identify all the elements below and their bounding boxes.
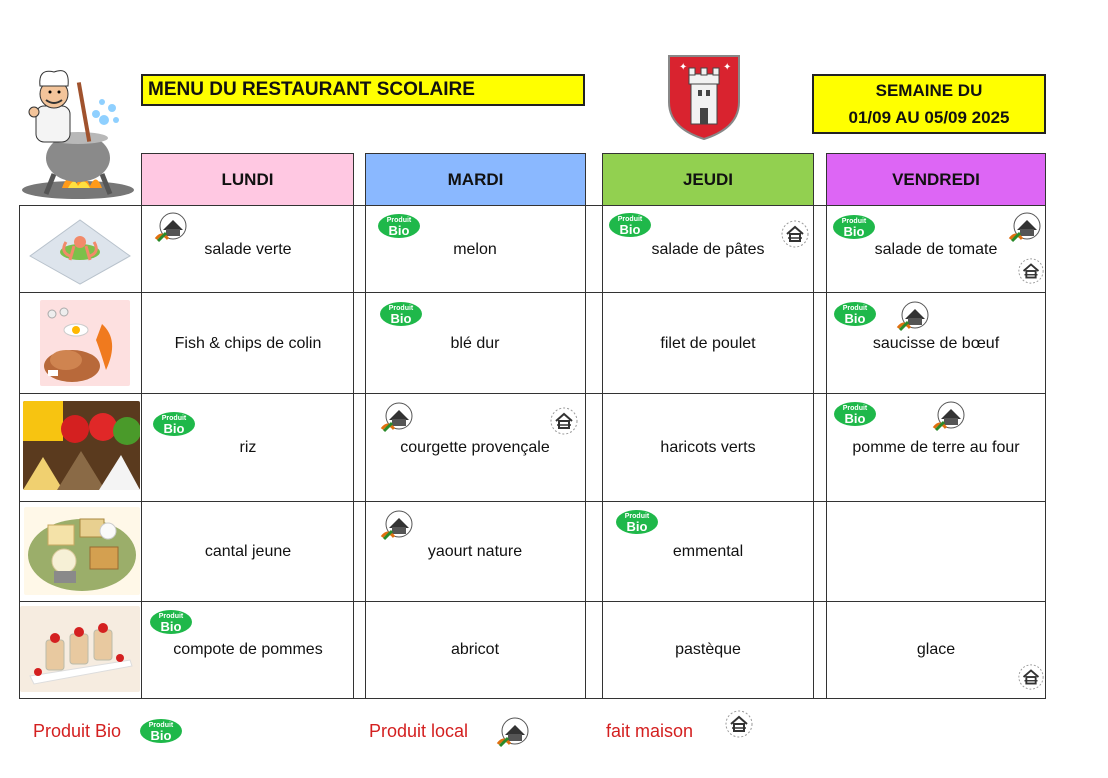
- homemade-icon: [780, 219, 810, 249]
- menu-item-vendredi-3: pomme de terre au four: [852, 439, 1020, 456]
- menu-item-lundi-3: riz: [239, 439, 257, 456]
- homemade-icon: [1017, 663, 1045, 691]
- bio-badge: Produit Bio: [834, 302, 876, 326]
- grid-line: [19, 292, 1046, 293]
- legend-local-label: Produit local: [369, 721, 469, 741]
- grid-line: [19, 698, 1046, 699]
- dessert-photo: [20, 606, 140, 692]
- menu-item-mardi-1: melon: [453, 241, 497, 258]
- starter-photo: [24, 212, 136, 288]
- local-product-icon: [496, 716, 532, 748]
- local-product-icon: [380, 401, 416, 433]
- bio-badge: Produit Bio: [153, 412, 195, 436]
- menu-item-mardi-5: abricot: [450, 641, 500, 658]
- svg-text:✦: ✦: [723, 62, 732, 73]
- menu-item-lundi-1: salade verte: [204, 241, 292, 258]
- menu-item-mardi-3: courgette provençale: [400, 439, 550, 456]
- legend-homemade-label: fait maison: [606, 721, 694, 741]
- homemade-icon: [1017, 257, 1045, 285]
- chef-cooking-icon: [18, 62, 136, 202]
- menu-item-jeudi-4: emmental: [672, 543, 744, 560]
- grid-line: [19, 393, 1046, 394]
- main-dish-photo: [40, 300, 130, 386]
- menu-item-lundi-5: compote de pommes: [173, 641, 323, 658]
- grid-line: [826, 205, 827, 699]
- vegetables-photo: [23, 401, 140, 490]
- bio-badge: Produit Bio: [380, 302, 422, 326]
- grid-line: [19, 501, 1046, 502]
- grid-line: [1045, 205, 1046, 699]
- menu-item-jeudi-1: salade de pâtes: [651, 241, 765, 258]
- bio-badge: Produit Bio: [833, 215, 875, 239]
- day-header-lundi: LUNDI: [141, 153, 354, 206]
- menu-item-jeudi-5: pastèque: [675, 641, 741, 658]
- grid-line: [19, 205, 1046, 206]
- day-header-mardi: MARDI: [365, 153, 586, 206]
- local-product-icon: [154, 211, 190, 243]
- menu-item-mardi-4: yaourt nature: [427, 543, 523, 560]
- local-product-icon: [1008, 211, 1044, 243]
- bio-badge: Produit Bio: [616, 510, 658, 534]
- homemade-icon: [549, 406, 579, 436]
- grid-line: [19, 601, 1046, 602]
- cheese-photo: [24, 507, 140, 595]
- bio-badge: Produit Bio: [834, 402, 876, 426]
- local-product-icon: [380, 509, 416, 541]
- menu-item-jeudi-3: haricots verts: [660, 439, 756, 456]
- menu-item-vendredi-2: saucisse de bœuf: [872, 335, 1000, 352]
- menu-item-lundi-4: cantal jeune: [204, 543, 292, 560]
- day-header-jeudi: JEUDI: [602, 153, 814, 206]
- menu-item-vendredi-5: glace: [916, 641, 956, 658]
- svg-text:✦: ✦: [679, 62, 688, 73]
- coat-of-arms-icon: [667, 54, 741, 140]
- bio-badge: Produit Bio: [378, 214, 420, 238]
- menu-item-vendredi-1: salade de tomate: [874, 241, 998, 258]
- bio-badge: Produit Bio: [150, 610, 192, 634]
- local-product-icon: [932, 400, 968, 432]
- week-box: SEMAINE DU 01/09 AU 05/09 2025: [812, 74, 1046, 134]
- homemade-icon: [724, 709, 754, 739]
- page-title: MENU DU RESTAURANT SCOLAIRE: [141, 74, 585, 106]
- grid-line: [585, 205, 586, 699]
- bio-badge: Produit Bio: [140, 719, 182, 743]
- menu-item-mardi-2: blé dur: [450, 335, 500, 352]
- menu-item-jeudi-2: filet de poulet: [660, 335, 756, 352]
- day-header-vendredi: VENDREDI: [826, 153, 1046, 206]
- legend-bio-label: Produit Bio: [33, 721, 122, 741]
- menu-item-lundi-2: Fish & chips de colin: [174, 335, 322, 352]
- local-product-icon: [896, 300, 932, 332]
- grid-line: [365, 205, 366, 699]
- bio-badge: Produit Bio: [609, 213, 651, 237]
